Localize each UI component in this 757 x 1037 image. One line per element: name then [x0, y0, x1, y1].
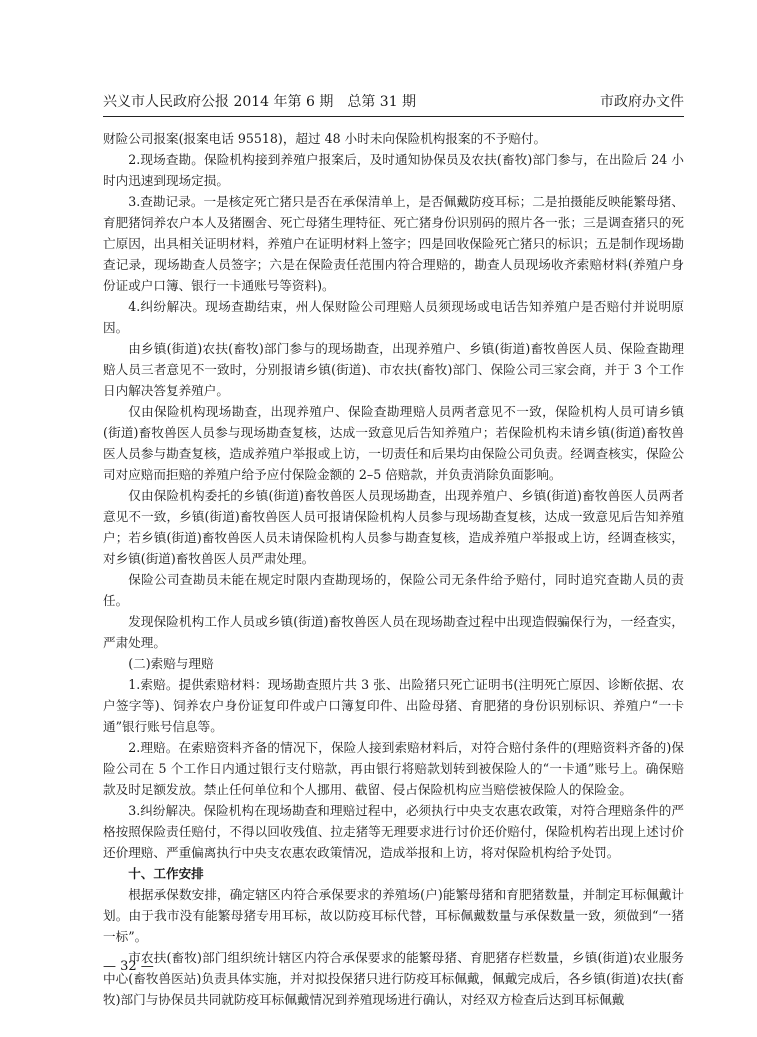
header-publication-title: 兴义市人民政府公报 2014 年第 6 期 总第 31 期 — [103, 94, 417, 110]
paragraph-claim-materials: 1.索赔。提供索赔材料：现场勘查照片共 3 张、出险猪只死亡证明书(注明死亡原因、诊断依据、农户签字等)、饲养农户身份证复印件或户口簿复印件、出险母猪、育肥猪的身份识别标识、养殖户“一卡通”银行账号信息等。 — [103, 677, 684, 734]
paragraph-continued: 财险公司报案(报案电话 95518)，超过 48 小时未向保险机构报案的不予赔付。 — [103, 131, 547, 146]
paragraph-claim-settlement: 2.理赔。在索赔资料齐备的情况下，保险人接到索赔材料后，对符合赔付条件的(理赔资料齐备的)保险公司在 5 个工作日内通过银行支付赔款，再由银行将赔款划转到被保险人的“一卡通”账号上。确保赔款及时足额发放。禁止任何单位和个人挪用、截留、侵占保险机构应当赔偿被保险人的保险金。 — [103, 740, 684, 797]
paragraph-ear-tag-implementation: 市农扶(畜牧)部门组织统计辖区内符合承保要求的能繁母猪、育肥猪存栏数量，乡镇(街道)农业服务中心(畜牧兽医站)负责具体实施，并对拟投保猪只进行防疫耳标佩戴，佩戴完成后，各乡镇(街道)农扶(畜牧)部门与协保员共同就防疫耳标佩戴情况到养殖现场进行确认，对经双方检查后达到耳标佩戴 — [103, 950, 684, 1007]
paragraph-joint-survey: 由乡镇(街道)农扶(畜牧)部门参与的现场勘查，出现养殖户、乡镇(街道)畜牧兽医人员、保险查勘理赔人员三者意见不一致时，分别报请乡镇(街道)、市农扶(畜牧)部门、保险公司三家会商，并于 3 个工作日内解决答复养殖户。 — [103, 341, 684, 398]
header-section-title: 市政府办文件 — [600, 94, 684, 110]
paragraph-fraud: 发现保险机构工作人员或乡镇(街道)畜牧兽医人员在现场勘查过程中出现造假骗保行为，一经查实，严肃处理。 — [103, 614, 684, 650]
paragraph-claim-dispute: 3.纠纷解决。保险机构在现场勘查和理赔过程中，必须执行中央支农惠农政策，对符合理赔条件的严格按照保险责任赔付，不得以回收残值、拉走猪等无理要求进行讨价还价赔付，保险机构若出现上述讨价还价理赔、严重偏离执行中央支农惠农政策情况，造成举报和上访，将对保险机构给予处罚。 — [103, 803, 684, 860]
section-heading-work-plan: 十、工作安排 — [128, 866, 204, 881]
page-number: — 32 — — [103, 959, 154, 974]
paragraph-ear-tag-plan: 根据承保数安排，确定辖区内符合承保要求的养殖场(户)能繁母猪和育肥猪数量，并制定耳标佩戴计划。由于我市没有能繁母猪专用耳标，故以防疫耳标代替，耳标佩戴数量与承保数量一致，须做到“一猪一标”。 — [103, 887, 684, 944]
document-body — [103, 128, 684, 1010]
paragraph-vet-survey: 仅由保险机构委托的乡镇(街道)畜牧兽医人员现场勘查，出现养殖户、乡镇(街道)畜牧兽医人员两者意见不一致，乡镇(街道)畜牧兽医人员可报请保险机构人员参与现场勘查复核，达成一致意见后告知养殖户；若乡镇(街道)畜牧兽医人员未请保险机构人员参与勘查复核，造成养殖户举报或上访，经调查核实，对乡镇(街道)畜牧兽医人员严肃处理。 — [103, 488, 684, 566]
paragraph-late-survey: 保险公司查勘员未能在规定时限内查勘现场的，保险公司无条件给予赔付，同时追究查勘人员的责任。 — [103, 572, 684, 608]
paragraph-survey-record: 3.查勘记录。一是核定死亡猪只是否在承保清单上，是否佩戴防疫耳标；二是拍摄能反映能繁母猪、育肥猪饲养农户本人及猪圈舍、死亡母猪生理特征、死亡猪身份识别码的照片各一张；三是调查猪只的死亡原因，出具相关证明材料，养殖户在证明材料上签字；四是回收保险死亡猪只的标识；五是制作现场勘查记录，现场勘查人员签字；六是在保险责任范围内符合理赔的，勘查人员现场收齐索赔材料(养殖户身份证或户口簿、银行一卡通账号等资料)。 — [103, 194, 684, 293]
paragraph-site-survey: 2.现场查勘。保险机构接到养殖户报案后，及时通知协保员及农扶(畜牧)部门参与，在出险后 24 小时内迅速到现场定损。 — [103, 152, 684, 188]
paragraph-dispute-resolution: 4.纠纷解决。现场查勘结束，州人保财险公司理赔人员须现场或电话告知养殖户是否赔付并说明原因。 — [103, 299, 684, 335]
paragraph-insurer-survey: 仅由保险机构现场勘查，出现养殖户、保险查勘理赔人员两者意见不一致，保险机构人员可请乡镇(街道)畜牧兽医人员参与现场勘查复核，达成一致意见后告知养殖户；若保险机构未请乡镇(街道)畜牧兽医人员参与勘查复核，造成养殖户举报或上访，一切责任和后果均由保险公司负责。经调查核实，保险公司对应赔而拒赔的养殖户给予应付保险金额的 2–5 倍赔款，并负责消除负面影响。 — [103, 404, 684, 482]
section-heading-claims: (二)索赔与理赔 — [128, 656, 214, 671]
page-header — [103, 90, 684, 117]
